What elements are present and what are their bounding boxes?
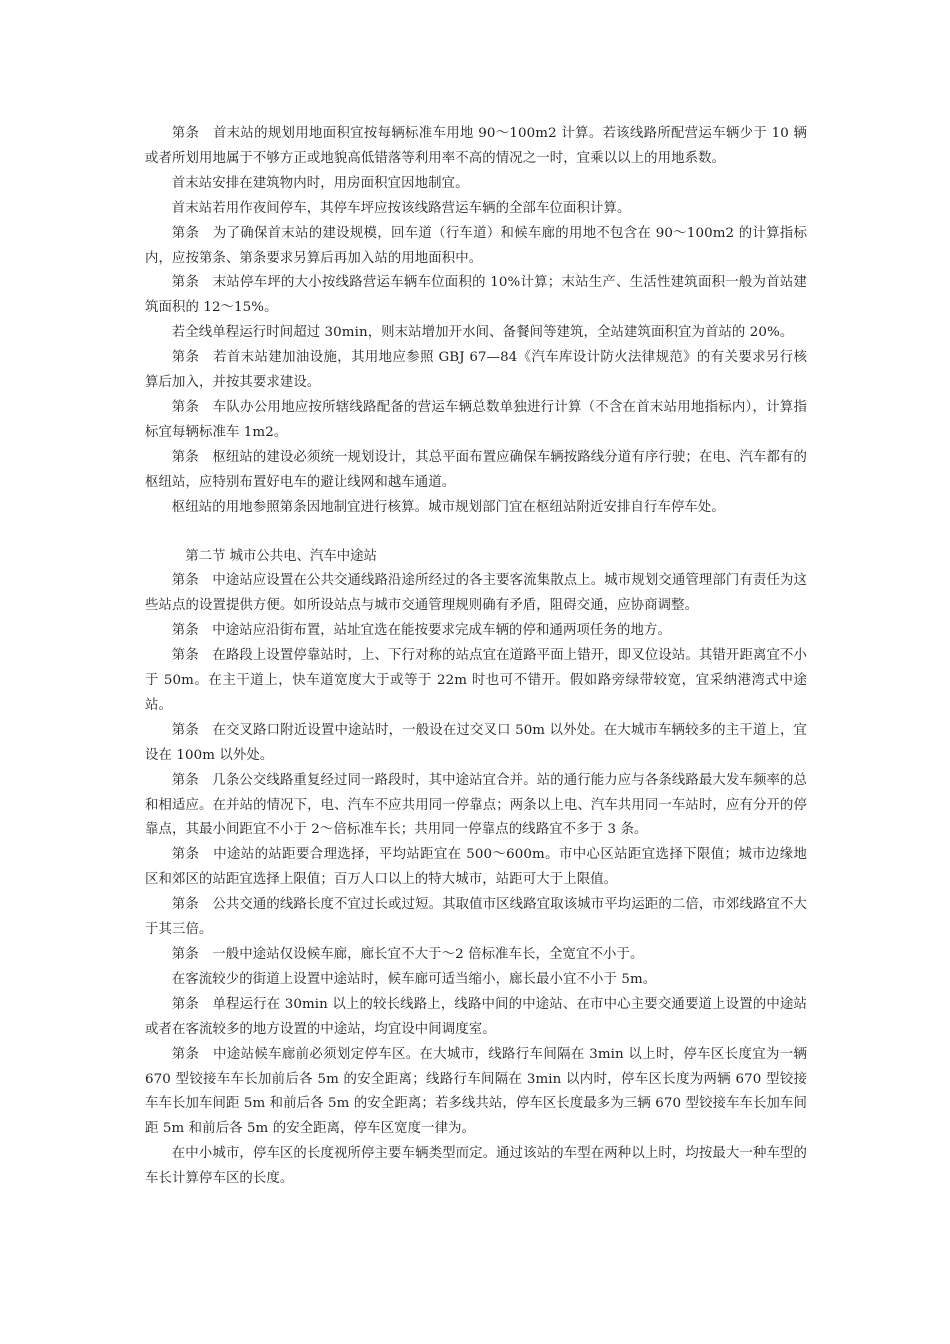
paragraph: 在客流较少的街道上设置中途站时，候车廊可适当缩小，廊长最小宜不小于 5m。 [171, 971, 657, 987]
paragraph: 第条 中途站的站距要合理选择，平均站距宜在 500～600m。市中心区站距宜选择下限值；城市边缘地区和郊区的站距宜选择上限值；百万人口以上的特大城市，站距可大于上限值。 [145, 847, 807, 888]
paragraph: 枢纽站的用地参照第条因地制宜进行核算。城市规划部门宜在枢纽站附近安排自行车停车处。 [171, 499, 725, 515]
paragraph: 首末站安排在建筑物内时，用房面积宜因地制宜。 [171, 175, 469, 191]
paragraph: 首末站若用作夜间停车，其停车坪应按该线路营运车辆的全部车位面积计算。 [171, 200, 631, 216]
paragraph: 第条 末站停车坪的大小按线路营运车辆车位面积的 10%计算；末站生产、生活性建筑面积一般为首站建筑面积的 12～15%。 [145, 275, 807, 316]
section-heading: 第二节 城市公共电、汽车中途站 [185, 548, 377, 564]
paragraph: 若全线单程运行时间超过 30min，则末站增加开水间、备餐间等建筑，全站建筑面积宜为首站的 20%。 [171, 325, 794, 341]
paragraph: 第条 枢纽站的建设必须统一规划设计，其总平面布置应确保车辆按路线分道有序行驶；在电、汽车都有的枢纽站，应特别布置好电车的避让线网和越车通道。 [145, 449, 807, 490]
section-intermediate-stations [145, 521, 807, 1193]
paragraph: 第条 在路段上设置停靠站时，上、下行对称的站点宜在道路平面上错开，即叉位设站。其错开距离宜不小于 50m。在主干道上，快车道宽度大于或等于 22m 时也可不错开。假如路旁绿带较宽，宜采纳港湾式中途站。 [145, 648, 807, 713]
paragraph: 第条 若首末站建加油设施，其用地应参照 GBJ 67—84《汽车库设计防火法律规范》的有关要求另行核算后加入，并按其要求建设。 [145, 350, 807, 391]
paragraph: 第条 中途站应设置在公共交通线路沿途所经过的各主要客流集散点上。城市规划交通管理部门有责任为这些站点的设置提供方便。如所设站点与城市交通管理规则确有矛盾，阻碍交通，应协商调整。 [145, 573, 807, 614]
paragraph: 第条 中途站应沿街布置，站址宜选在能按要求完成车辆的停和通两项任务的地方。 [171, 623, 671, 639]
paragraph: 第条 首末站的规划用地面积宜按每辆标准车用地 90～100m2 计算。若该线路所配营运车辆少于 10 辆或者所划用地属于不够方正或地貌高低错落等利用率不高的情况之一时，宜乘以以上的用地系数。 [145, 126, 807, 166]
paragraph: 第条 在交叉路口附近设置中途站时，一般设在过交叉口 50m 以外处。在大城市车辆较多的主干道上，宜设在 100m 以外处。 [145, 722, 807, 763]
document-body [145, 122, 807, 1192]
section-terminal-stations [145, 122, 807, 521]
paragraph: 第条 为了确保首末站的建设规模，回车道（行车道）和候车廊的用地不包含在 90～100m2 的计算指标内，应按第条、第条要求另算后再加入站的用地面积中。 [145, 225, 807, 266]
paragraph: 第条 车队办公用地应按所辖线路配备的营运车辆总数单独进行计算（不含在首末站用地指标内），计算指标宜每辆标准车 1m2。 [145, 399, 807, 440]
paragraph: 第条 几条公交线路重复经过同一路段时，其中途站宜合并。站的通行能力应与各条线路最大发车频率的总和相适应。在并站的情况下，电、汽车不应共用同一停靠点；两条以上电、汽车共用同一车站时，应有分开的停靠点，其最小间距宜不小于 2～倍标准车长；共用同一停靠点的线路宜不多于 3 条。 [145, 772, 807, 838]
paragraph: 在中小城市，停车区的长度视所停主要车辆类型而定。通过该站的车型在两种以上时，均按最大一种车型的车长计算停车区的长度。 [145, 1146, 807, 1187]
paragraph: 第条 公共交通的线路长度不宜过长或过短。其取值市区线路宜取该城市平均运距的二倍，市郊线路宜不大于其三倍。 [145, 897, 807, 938]
paragraph: 第条 一般中途站仅设候车廊，廊长宜不大于～2 倍标准车长，全宽宜不小于。 [171, 947, 644, 962]
paragraph: 第条 单程运行在 30min 以上的较长线路上，线路中间的中途站、在市中心主要交通要道上设置的中途站或者在客流较多的地方设置的中途站，均宜设中间调度室。 [145, 996, 807, 1037]
paragraph: 第条 中途站候车廊前必须划定停车区。在大城市，线路行车间隔在 3min 以上时，停车区长度宜为一辆 670 型铰接车车长加前后各 5m 的安全距离；线路行车间隔在 3min 以内时，停车区长度为两辆 670 型铰接车车长加车间距 5m 和前后各 5m 的安全距离；若多线共站，停车区长度最多为三辆 670 型铰接车车长加车间距 5m 和前后各 5m 的安全距离，停车区宽度一律为。 [145, 1046, 807, 1137]
